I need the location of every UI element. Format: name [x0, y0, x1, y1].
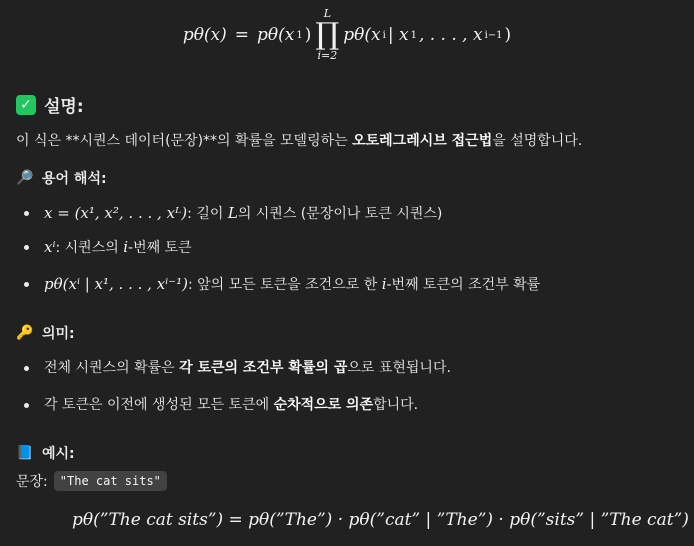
intro-bold: 오토레그레시브 접근법 [352, 133, 493, 149]
prod-upper: L [323, 7, 331, 20]
eq-term-mid: | x [387, 25, 409, 45]
meaning-post: 합니다. [373, 397, 419, 413]
term-text2: 의 시퀀스 (문장이나 토큰 시퀀스) [237, 206, 443, 222]
eq-first-sup: 1 [296, 29, 303, 41]
meaning-pre: 각 토큰은 이전에 생성된 모든 토큰에 [44, 397, 274, 413]
eq-first: pθ(x [257, 25, 295, 45]
intro-post: 을 설명합니다. [492, 133, 583, 149]
term-text2: -번째 토큰 [128, 240, 192, 256]
term-text: : 시퀀스의 [55, 240, 124, 256]
prod-lower: i=2 [317, 49, 338, 62]
example-equation-text: pθ(”The cat sits”) = pθ(”The”) · pθ(”cat” | ”The”) · pθ(”sits” | ”The cat”) [72, 510, 689, 530]
eq-lhs: pθ(x) [182, 25, 227, 45]
eq-term-dots: , . . . , x [418, 25, 483, 45]
intro-paragraph [16, 130, 582, 150]
magnifier-icon: 🔎 [16, 170, 34, 186]
list-item [20, 237, 192, 257]
section-title-text: 설명: [44, 97, 84, 117]
meaning-pre: 전체 시퀀스의 확률은 [44, 360, 180, 376]
list-item [20, 274, 540, 294]
example-equation [72, 510, 689, 530]
meaning-heading [16, 323, 75, 343]
check-icon: ✓ [16, 95, 36, 115]
meaning-bold: 각 토큰의 조건부 확률의 곱 [179, 360, 348, 376]
book-icon: 📘 [16, 445, 34, 461]
main-equation [0, 8, 694, 70]
eq-term-sup3: i−1 [484, 29, 503, 41]
term-math: x = (x¹, x², . . . , xᴸ) [44, 204, 188, 222]
eq-term-close: ) [504, 25, 512, 45]
term-math2: i [381, 275, 387, 293]
terms-list-2 [20, 237, 192, 257]
term-text: : 앞의 모든 토큰을 조건으로 한 [187, 277, 382, 293]
list-item [20, 395, 418, 415]
term-math2: L [227, 204, 238, 222]
term-text2: -번째 토큰의 조건부 확률 [386, 277, 541, 293]
terms-heading-text: 용어 해석: [42, 171, 107, 187]
term-math: xⁱ [44, 238, 56, 256]
example-heading [16, 443, 75, 463]
prod-symbol: ∏ [315, 17, 340, 52]
meaning-list-2 [20, 395, 418, 415]
example-label: 문장: [16, 474, 48, 490]
product-operator [315, 8, 339, 62]
eq-term-sup: i [382, 29, 386, 41]
eq-term: pθ(x [343, 25, 381, 45]
key-icon: 🔑 [16, 325, 34, 341]
eq-first-close: ) [304, 25, 312, 45]
list-item [20, 358, 451, 378]
eq-term-sup2: 1 [410, 29, 417, 41]
meaning-list [20, 358, 451, 378]
eq-equals: = [234, 25, 250, 45]
example-line [16, 471, 167, 491]
meaning-heading-text: 의미: [42, 326, 75, 342]
meaning-bold: 순차적으로 의존 [273, 397, 374, 413]
term-math: pθ(xⁱ | x¹, . . . , xⁱ⁻¹) [44, 275, 188, 293]
list-item [20, 203, 442, 223]
term-math2: i [123, 238, 129, 256]
intro-pre: 이 식은 **시퀀스 데이터(문장)**의 확률을 모델링하는 [16, 133, 353, 149]
example-heading-text: 예시: [42, 446, 75, 462]
terms-heading [16, 168, 107, 188]
section-title [16, 92, 84, 117]
meaning-post: 으로 표현됩니다. [347, 360, 451, 376]
term-text: : 길이 [187, 206, 228, 222]
terms-list-3 [20, 274, 540, 294]
example-code: "The cat sits" [54, 471, 167, 491]
terms-list [20, 203, 442, 223]
